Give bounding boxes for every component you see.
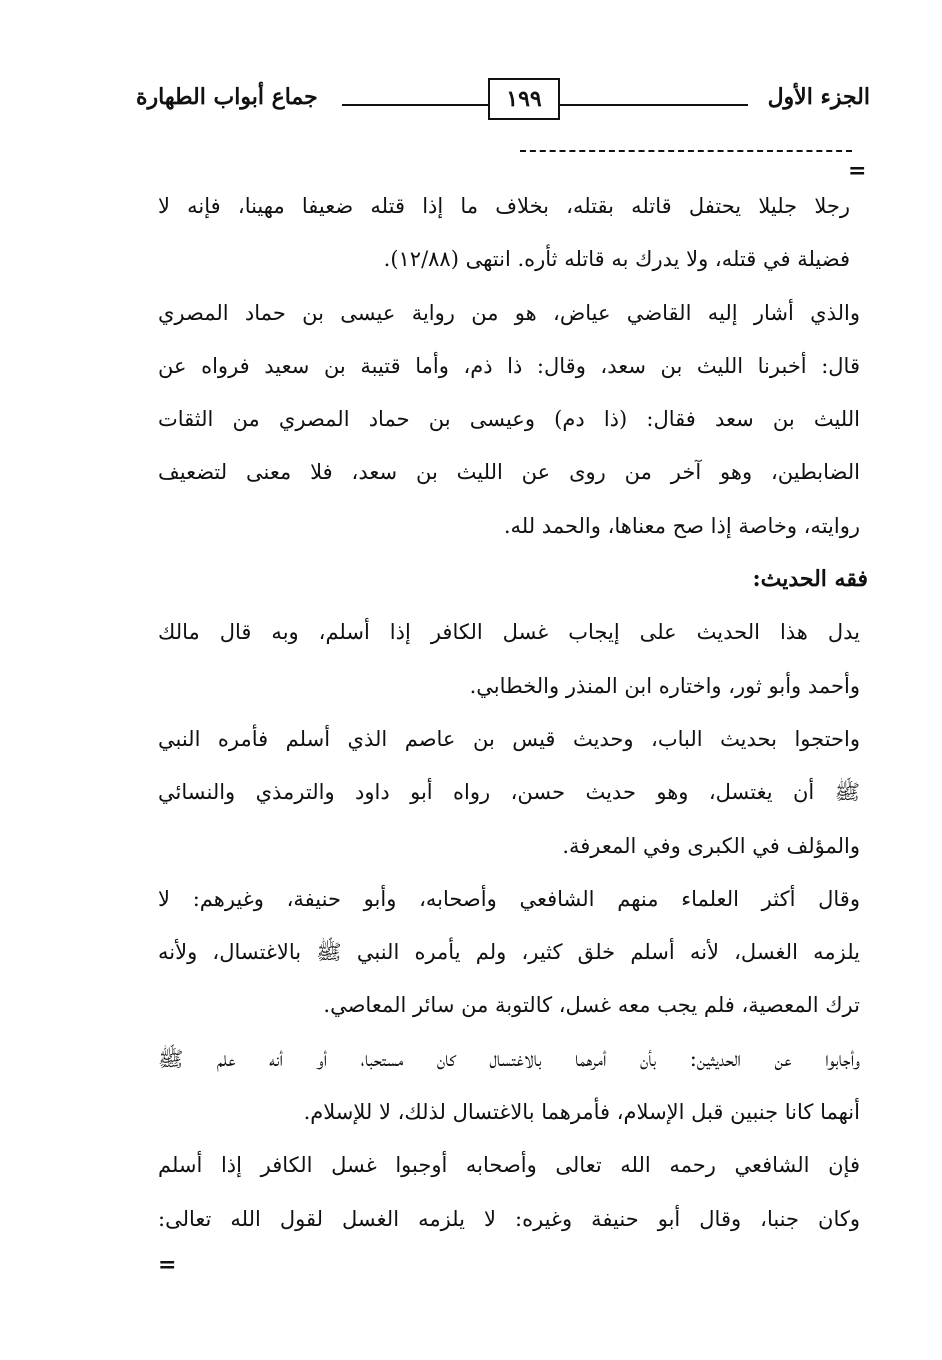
text-line: الضابطين، وهو آخر من روى عن الليث بن سعد، فلا معنى لتضعيف — [158, 460, 860, 485]
text-line: والمؤلف في الكبرى وفي المعرفة. — [562, 833, 860, 858]
text-line: رجلا جليلا يحتفل قاتله بقتله، بخلاف ما إذا قتله ضعيفا مهينا، فإنه لا — [158, 194, 850, 218]
text-line: أنهما كانا جنبين قبل الإسلام، فأمرهما بالاغتسال لذلك، لا للإسلام. — [303, 1100, 860, 1125]
text-line: فضيلة في قتله، ولا يدرك به قاتله ثأره. انتهى (١٢/٨٨). — [383, 247, 850, 272]
text-line: يلزمه الغسل، لأنه أسلم خلق كثير، ولم يأمره النبي ﷺ بالاغتسال، ولأنه — [158, 940, 860, 965]
text-line: وأحمد وأبو ثور، واختاره ابن المنذر والخطابي. — [469, 673, 860, 698]
text-line: فإن الشافعي رحمه الله تعالى وأصحابه أوجبوا غسل الكافر إذا أسلم — [158, 1153, 860, 1178]
text-line: وأجابوا عن الحديثين: بأن أمرهما بالاغتسال كان مستحبا، أو أنه علم ﷺ — [158, 1046, 860, 1071]
text-line: واحتجوا بحديث الباب، وحديث قيس بن عاصم الذي أسلم فأمره النبي — [158, 726, 860, 751]
footnote-separator — [520, 150, 852, 152]
page-number-box: ١٩٩ — [488, 78, 560, 120]
page-header — [130, 78, 870, 126]
text-line: ترك المعصية، فلم يجب معه غسل، كالتوبة من سائر المعاصي. — [323, 993, 860, 1018]
text-line: والذي أشار إليه القاضي عياض، هو من رواية عيسى بن حماد المصري — [158, 300, 860, 325]
text-line: يدل هذا الحديث على إيجاب غسل الكافر إذا أسلم، وبه قال مالك — [158, 620, 860, 645]
volume-label: الجزء الأول — [767, 84, 870, 110]
text-line: قال: أخبرنا الليث بن سعد، وقال: ذا ذم، وأما قتيبة بن سعيد فرواه عن — [158, 353, 860, 378]
body-text — [158, 180, 868, 1246]
section-heading: فقه الحديث: — [752, 566, 868, 593]
header-rule-right — [560, 104, 748, 106]
text-line: وكان جنبا، وقال أبو حنيفة وغيره: لا يلزمه الغسل لقول الله تعالى: — [158, 1206, 860, 1231]
text-line: وقال أكثر العلماء منهم الشافعي وأصحابه، وأبو حنيفة، وغيرهم: لا — [158, 886, 860, 911]
text-line: الليث بن سعد فقال: (ذا دم) وعيسى بن حماد المصري من الثقات — [158, 407, 860, 432]
chapter-title: جماع أبواب الطهارة — [136, 84, 318, 110]
text-line: روايته، وخاصة إذا صح معناها، والحمد لله. — [503, 513, 860, 538]
header-rule-left — [342, 104, 488, 106]
continuation-mark-top: = — [848, 158, 867, 184]
text-line: ﷺ أن يغتسل، وهو حديث حسن، رواه أبو داود والترمذي والنسائي — [158, 780, 860, 805]
continuation-mark-bottom: = — [158, 1252, 177, 1278]
